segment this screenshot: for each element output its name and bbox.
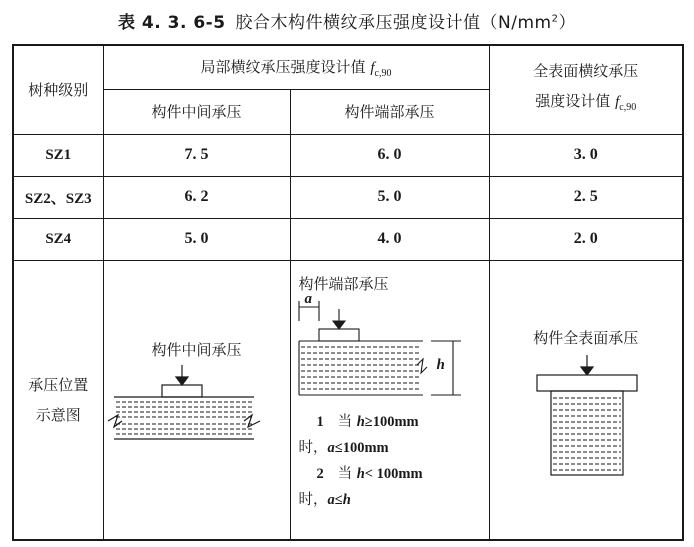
header-end: 构件端部承压	[290, 89, 489, 134]
header-local: 局部横纹承压强度设计值 $f_{c,90}$	[103, 45, 489, 89]
cell-full: 3. 0	[489, 134, 683, 176]
table-row	[13, 218, 683, 260]
unit-superscript: 2	[551, 13, 559, 25]
diagram-middle-cell	[103, 260, 290, 540]
dim-a-label: a	[304, 290, 312, 307]
table-row	[13, 134, 683, 176]
table-title-text: 胶合木构件横纹承压强度设计值（N/mm	[235, 13, 552, 33]
diagram-end-cell	[290, 260, 489, 540]
middle-caption: 构件中间承压	[151, 340, 242, 359]
middle-bearing-diagram	[104, 361, 291, 471]
full-caption: 构件全表面承压	[533, 328, 639, 347]
table-title	[0, 8, 694, 33]
header-grade: 树种级别	[13, 45, 103, 134]
cell-grade: SZ2、SZ3	[13, 176, 103, 218]
end-bearing-diagram	[291, 295, 490, 405]
table-number: 表 4. 3. 6-5	[118, 13, 226, 33]
cell-middle: 7. 5	[103, 134, 290, 176]
cell-end: 6. 0	[290, 134, 489, 176]
cell-end: 5. 0	[290, 176, 489, 218]
strength-table	[12, 44, 684, 541]
dim-h-label: h	[436, 356, 445, 373]
cell-full: 2. 5	[489, 176, 683, 218]
diagram-full-cell	[489, 260, 683, 540]
title-close: ）	[558, 13, 576, 33]
table-row	[13, 176, 683, 218]
cell-grade: SZ4	[13, 218, 103, 260]
cell-full: 2. 0	[489, 218, 683, 260]
cell-middle: 5. 0	[103, 218, 290, 260]
symbol-fc-local: $f_{c,90}$	[370, 59, 392, 79]
header-full-surface: 全表面横纹承压 强度设计值 $f_{c,90}$	[489, 45, 683, 134]
cell-middle: 6. 2	[103, 176, 290, 218]
end-caption: 构件端部承压	[298, 274, 389, 293]
cell-end: 4. 0	[290, 218, 489, 260]
header-middle: 构件中间承压	[103, 89, 290, 134]
full-bearing-diagram	[490, 351, 684, 501]
cell-grade: SZ1	[13, 134, 103, 176]
end-bearing-notes: 1 当 h≥100mm 时，a≤100mm 2 当 h< 100mm 时，a≤h	[298, 413, 423, 508]
diagram-row-label: 承压位置 示意图	[13, 260, 103, 540]
symbol-fc-full: $f_{c,90}$	[615, 94, 637, 114]
